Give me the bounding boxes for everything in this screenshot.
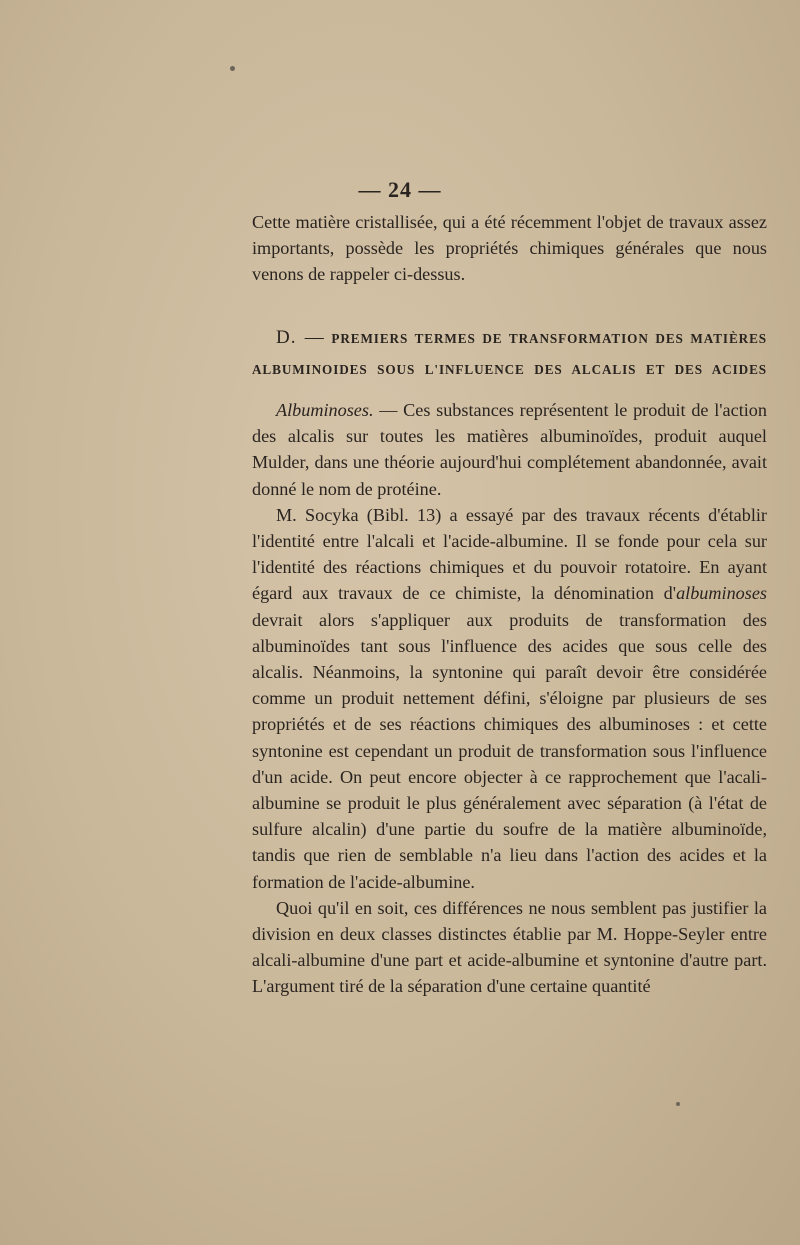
paragraph-albuminoses <box>252 397 767 502</box>
paragraph-socyka-part2: devrait alors s'appliquer aux produits de transformation des albuminoïdes tant sous l'influence des acides que sous celle des alcalis. Néanmoins, la syntonine qui paraît devoir être considérée comme un produit nettement défini, s'éloigne par plusieurs de ses propriétés et de ses réactions chimiques des albuminoses : et cette syntonine est cependant un produit de transformation sous l'influence d'un acide. On peut encore objecter à ce rapprochement que l'acali-albumine se produit le plus généralement avec séparation (à l'état de sulfure alcalin) d'une partie du soufre de la matière albuminoïde, tandis que rien de semblable n'a lieu dans l'action des acides et la formation de l'acide-albumine. <box>252 609 767 892</box>
section-heading-line1 <box>252 322 767 354</box>
term-albuminoses-italic: albuminoses <box>676 583 767 604</box>
opening-paragraph: Cette matière cristallisée, qui a été récemment l'objet de travaux assez importants, possède les propriétés chimiques générales que nous venons de rappeler ci-dessus. <box>252 212 767 285</box>
section-heading <box>252 322 767 385</box>
paragraph-socyka-part1: M. Socyka (Bibl. 13) a essayé par des travaux récents d'établir l'identité entre l'alcali et l'acide-albumine. Il se fonde pour cela sur l'identité des réactions chimiques et du pouvoir rotatoire. En ayant égard aux travaux de ce chimiste, la dénomination d' <box>252 504 767 604</box>
body-text <box>252 397 767 1000</box>
section-heading-text1: PREMIERS TERMES DE TRANSFORMATION DES MATIÈRES <box>331 331 767 346</box>
opening-paragraph-block <box>252 209 767 288</box>
term-albuminoses: Albuminoses. <box>276 400 374 420</box>
paragraph-hoppe-seyler: Quoi qu'il en soit, ces différences ne nous semblent pas justifier la division en deux classes distinctes établie par M. Hoppe-Seyler entre alcali-albumine d'une part et acide-albumine et syntonine d'autre part. L'argument tiré de la séparation d'une certaine quantité <box>252 897 767 997</box>
page-number: — 24 — <box>358 177 442 202</box>
ink-speck <box>230 66 235 71</box>
ink-speck <box>676 1102 680 1106</box>
paragraph-albuminoses-text: — Ces substances représentent le produit de l'action des alcalis sur toutes les matières albuminoïdes, produit auquel Mulder, dans une théorie aujourd'hui complétement abandonnée, avait donné le nom de protéine. <box>252 400 767 499</box>
section-letter: D. — <box>276 327 325 348</box>
paragraph-socyka <box>252 502 767 895</box>
section-heading-line2: ALBUMINOIDES SOUS L'INFLUENCE DES ALCALIS ET DES ACIDES <box>252 362 767 377</box>
